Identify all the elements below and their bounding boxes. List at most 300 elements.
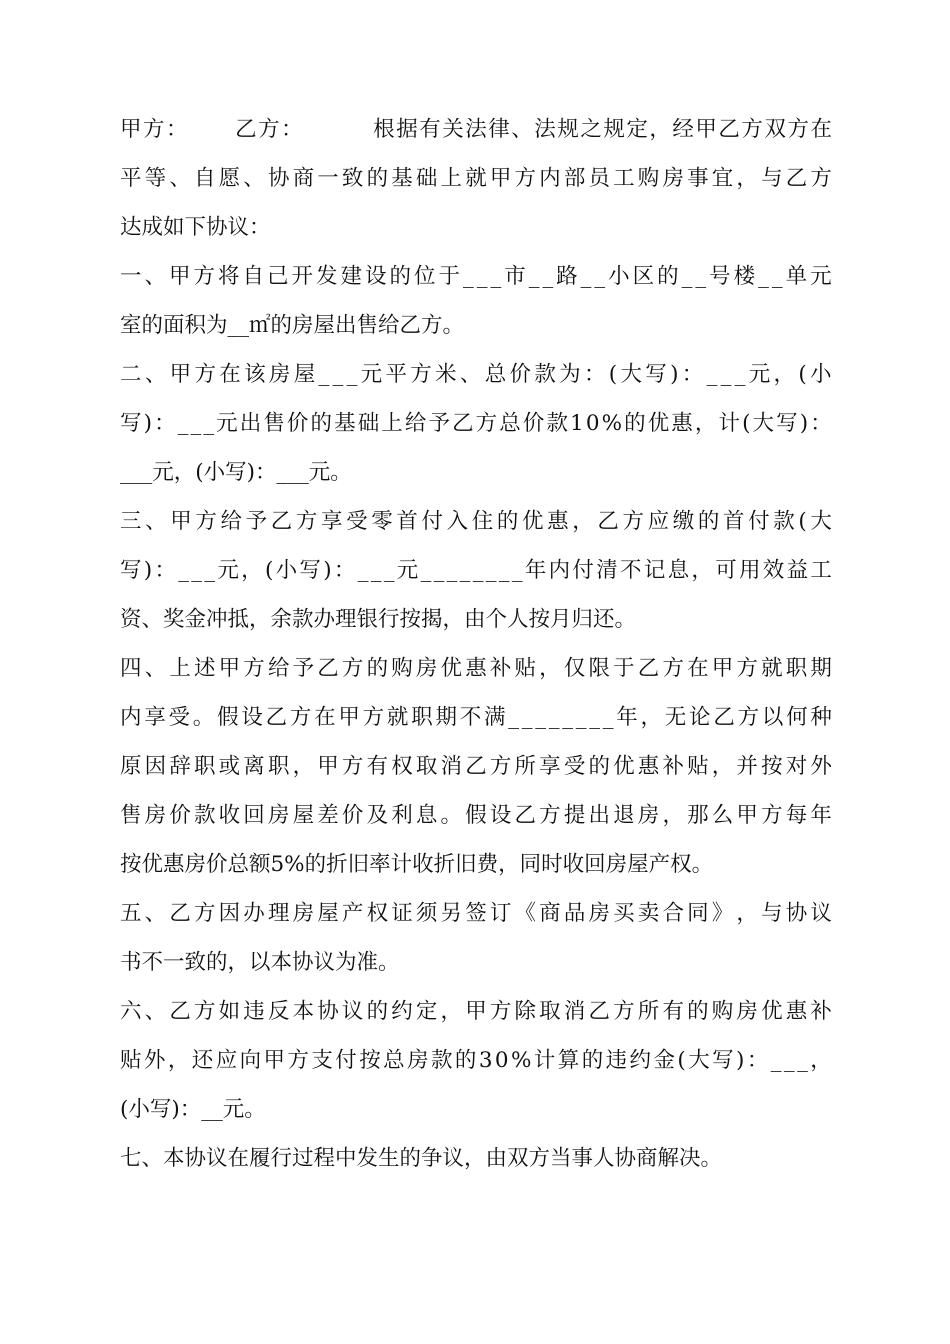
char: 员	[588, 166, 610, 191]
char: 就	[761, 656, 783, 681]
char: 假	[217, 705, 239, 730]
char: 优	[761, 999, 783, 1024]
char: 补	[810, 999, 832, 1024]
clause-3-line	[120, 497, 832, 546]
char: 方	[143, 117, 165, 142]
char: _	[706, 362, 718, 387]
text-line	[120, 1036, 832, 1085]
char: 零	[371, 509, 393, 534]
char: 房	[292, 901, 315, 926]
char: _	[472, 558, 484, 583]
char: 写	[776, 411, 798, 436]
char: 那	[687, 803, 709, 828]
char: 须	[415, 901, 438, 926]
char: 就	[465, 166, 487, 191]
char: 可	[715, 558, 737, 583]
char: ：	[583, 362, 606, 387]
char: 另	[440, 901, 463, 926]
char: 元	[216, 411, 238, 436]
char: 种	[810, 705, 832, 730]
char: 付	[421, 509, 444, 534]
char: 大	[688, 1048, 710, 1073]
char: 屋	[293, 362, 316, 387]
char: 每	[785, 803, 808, 828]
char: _	[528, 264, 540, 289]
char	[327, 105, 349, 154]
char: 贴	[514, 656, 537, 681]
char: 乙	[637, 656, 660, 681]
char: 总	[383, 1048, 405, 1073]
char: _	[783, 1048, 795, 1073]
char: 设	[489, 803, 512, 828]
char: 己	[267, 264, 289, 289]
char: 的	[310, 411, 333, 436]
char: 乙	[597, 509, 619, 534]
char: 消	[563, 999, 586, 1024]
char: 因	[218, 901, 241, 926]
char: 础	[415, 166, 438, 191]
char: 方	[193, 999, 216, 1024]
char: 工	[810, 558, 832, 583]
char: 提	[563, 803, 586, 828]
char: 房	[662, 166, 684, 191]
char: 元	[360, 362, 383, 387]
char: 假	[465, 803, 487, 828]
char: 的	[366, 656, 389, 681]
char: 款	[534, 362, 556, 387]
char: _	[346, 362, 358, 387]
char: 理	[267, 901, 290, 926]
char: 乙	[465, 754, 487, 779]
char: 付	[335, 1048, 357, 1073]
char: 期	[435, 705, 457, 730]
char: 甲	[169, 362, 192, 387]
char: 0	[494, 1048, 509, 1073]
char: 利	[391, 803, 413, 828]
char: _	[770, 1048, 782, 1073]
char: 有	[662, 999, 684, 1024]
char: 规	[603, 117, 625, 142]
char: 一	[317, 166, 339, 191]
char: 二	[120, 362, 142, 387]
char: 效	[762, 558, 785, 583]
char: 原	[120, 754, 142, 779]
char: 应	[215, 1048, 238, 1073]
char: 甲	[736, 803, 758, 828]
char: 息	[667, 558, 690, 583]
char: 约	[391, 999, 413, 1024]
char: _	[332, 362, 344, 387]
clause-1-line	[120, 252, 832, 301]
char: 法	[534, 117, 556, 142]
line-text: 资、奖金冲抵，余款办理银行按揭，由个人按月归还。	[120, 607, 637, 632]
char: 3	[478, 1048, 493, 1073]
char: 首	[723, 509, 745, 534]
char: 同	[687, 901, 709, 926]
char: 补	[489, 656, 512, 681]
char: 在	[810, 117, 832, 142]
char: 述	[193, 656, 216, 681]
char: 订	[489, 901, 512, 926]
line-text: 达成如下协议：	[120, 215, 271, 240]
char: 四	[120, 656, 142, 681]
char: 入	[446, 509, 469, 534]
char: 于	[438, 264, 461, 289]
agreement-body	[120, 105, 832, 1183]
char: 出	[588, 803, 610, 828]
char: 甲	[218, 656, 241, 681]
char: 签	[465, 901, 487, 926]
char: 回	[243, 803, 265, 828]
char: 方	[289, 705, 312, 730]
char: _	[797, 1048, 808, 1073]
char: 工	[613, 166, 635, 191]
char: 予	[292, 656, 315, 681]
char: 方	[514, 166, 537, 191]
char: 方	[362, 705, 385, 730]
char: 0	[585, 411, 600, 436]
char: 单	[785, 264, 808, 289]
char: 反	[267, 999, 290, 1024]
char: 、	[144, 999, 167, 1024]
char: 的	[624, 411, 646, 436]
char: _	[190, 411, 202, 436]
char: 及	[366, 803, 389, 828]
char: 写	[120, 411, 142, 436]
char: 协	[785, 901, 808, 926]
char: 论	[689, 705, 711, 730]
char	[350, 105, 372, 154]
char: 总	[499, 411, 521, 436]
char: _	[420, 558, 432, 583]
char: 价	[286, 411, 309, 436]
char: 方	[662, 656, 684, 681]
char: 、	[243, 166, 265, 191]
char: 的	[366, 166, 389, 191]
char: )	[143, 411, 152, 436]
char: 小	[608, 264, 630, 289]
char: 卖	[637, 901, 660, 926]
char: 方	[258, 117, 280, 142]
char: 买	[613, 901, 635, 926]
line-text: ___元，(小写)：___元。	[120, 460, 352, 485]
char	[212, 105, 234, 154]
char: 据	[396, 117, 418, 142]
char: 取	[539, 999, 561, 1024]
char: ：	[281, 117, 303, 142]
clause-6-line	[120, 987, 832, 1036]
char: 住	[471, 509, 494, 534]
char: 售	[120, 803, 142, 828]
char: 甲	[338, 705, 360, 730]
text-line	[120, 742, 832, 791]
char: (	[742, 411, 751, 436]
char: 法	[465, 117, 487, 142]
char: 方	[287, 1048, 309, 1073]
char: 的	[389, 264, 412, 289]
char: 款	[193, 803, 216, 828]
line-text: 按优惠房价总额5%的折旧率计收折旧费，同时收回房屋产权。	[120, 852, 714, 877]
char: 享	[539, 754, 561, 779]
char: 合	[662, 901, 684, 926]
char: 区	[632, 264, 655, 289]
char: 方	[489, 999, 512, 1024]
char: 将	[218, 264, 240, 289]
char: 房	[267, 803, 290, 828]
char: 一	[120, 264, 142, 289]
char: 写	[645, 362, 667, 387]
char: 屋	[292, 803, 315, 828]
line-text: 七、本协议在履行过程中发生的争议，由双方当事人协商解决。	[120, 1146, 723, 1171]
char: 、	[144, 901, 167, 926]
char: ，	[691, 558, 713, 583]
char: ，	[662, 803, 684, 828]
char: _	[758, 264, 769, 289]
char: 算	[557, 1048, 580, 1073]
char: ，	[773, 362, 796, 387]
char: %	[601, 411, 623, 436]
char: 方	[810, 166, 832, 191]
clause-7-line	[120, 1134, 832, 1183]
char: 甲	[170, 509, 192, 534]
char	[189, 105, 211, 154]
char: 定	[626, 117, 648, 142]
char: 惠	[671, 411, 693, 436]
char: ，	[241, 558, 263, 583]
char: 乙	[265, 705, 288, 730]
char: 用	[739, 558, 761, 583]
char: 款	[546, 411, 568, 436]
char: 惠	[547, 509, 569, 534]
char: 事	[687, 166, 709, 191]
clause-2-line	[120, 350, 832, 399]
char: 差	[317, 803, 339, 828]
char: 享	[321, 509, 343, 534]
char: 的	[581, 1048, 604, 1073]
char: 贴	[120, 1048, 142, 1073]
char: 于	[613, 656, 635, 681]
char: 、	[144, 362, 167, 387]
char: _	[498, 558, 510, 583]
char: 不	[459, 705, 482, 730]
clause-5-line	[120, 889, 832, 938]
text-line	[120, 938, 832, 987]
char: 甲	[695, 117, 717, 142]
char: _	[511, 558, 523, 583]
char: 规	[557, 117, 579, 142]
char: ，	[539, 656, 561, 681]
char: 违	[605, 1048, 628, 1073]
char: 予	[245, 509, 268, 534]
char: 方	[787, 117, 809, 142]
char: _	[485, 558, 497, 583]
char: 内	[548, 558, 571, 583]
char: 就	[386, 705, 409, 730]
char: 补	[662, 754, 684, 779]
char: 年	[616, 705, 638, 730]
char: 为	[559, 362, 581, 387]
char: 。	[440, 803, 463, 828]
char: 乙	[514, 803, 537, 828]
char: 号	[709, 264, 731, 289]
char: ，	[440, 999, 463, 1024]
char: 购	[711, 999, 734, 1024]
char: 付	[748, 509, 770, 534]
char: 受	[168, 705, 191, 730]
char: 并	[736, 754, 758, 779]
char: 小	[810, 362, 832, 387]
char: _	[177, 411, 189, 436]
char: 方	[410, 362, 432, 387]
text-line	[120, 840, 832, 889]
char: 定	[415, 999, 438, 1024]
char: )	[143, 558, 153, 583]
char: 缴	[672, 509, 695, 534]
char: 与	[761, 166, 783, 191]
char: 乙	[235, 117, 257, 142]
char: ：	[746, 1048, 769, 1073]
char: 与	[761, 901, 783, 926]
char: 的	[687, 999, 709, 1024]
char: 如	[218, 999, 241, 1024]
char: 乙	[713, 705, 735, 730]
char: 乙	[317, 656, 339, 681]
char: 售	[263, 411, 285, 436]
char: _	[191, 558, 203, 583]
char: 限	[588, 656, 610, 681]
char: _	[734, 362, 746, 387]
char: 职	[267, 754, 290, 779]
char: 给	[267, 656, 290, 681]
char: 大	[810, 509, 832, 534]
char: 购	[637, 166, 660, 191]
char: 约	[629, 1048, 652, 1073]
char: 品	[563, 901, 586, 926]
char: 方	[761, 803, 783, 828]
char: 、	[459, 362, 482, 387]
char: _	[204, 558, 216, 583]
char: 违	[243, 999, 265, 1024]
char: 。	[192, 705, 215, 730]
char: 优	[440, 656, 463, 681]
char: 协	[267, 166, 290, 191]
char: 写	[299, 558, 321, 583]
char: ，	[572, 509, 594, 534]
char: 办	[243, 901, 265, 926]
text-line	[120, 399, 832, 448]
text-line	[120, 546, 832, 595]
char: 平	[385, 362, 407, 387]
char: 在	[687, 656, 709, 681]
char: 价	[169, 803, 191, 828]
char: _	[357, 558, 369, 583]
char: 方	[295, 509, 318, 534]
char: _	[383, 558, 395, 583]
char: 基	[334, 411, 356, 436]
char: 计	[718, 411, 740, 436]
char: )	[799, 411, 809, 436]
char: 么	[711, 803, 734, 828]
char: _	[681, 264, 693, 289]
char: 受	[346, 509, 368, 534]
char: 的	[366, 999, 389, 1024]
char: _	[463, 264, 474, 289]
char: 位	[414, 264, 436, 289]
char: 该	[244, 362, 266, 387]
char: 设	[365, 264, 387, 289]
char: (	[798, 362, 807, 387]
char: _	[446, 558, 458, 583]
char: _	[542, 264, 554, 289]
char: 五	[120, 901, 142, 926]
char: _	[575, 705, 587, 730]
char: 1	[570, 411, 584, 436]
char: 惠	[465, 656, 487, 681]
char: 首	[396, 509, 418, 534]
char: 乙	[169, 901, 191, 926]
char: 退	[613, 803, 635, 828]
char: 方	[737, 705, 760, 730]
char: 总	[484, 362, 507, 387]
char: )	[736, 1048, 745, 1073]
char: 大	[620, 362, 642, 387]
char: 愿	[218, 166, 241, 191]
char: %	[511, 1048, 532, 1073]
char: 取	[415, 754, 438, 779]
char: 款	[430, 1048, 453, 1073]
char: 外	[810, 754, 832, 779]
char: 三	[120, 509, 142, 534]
char: 年	[810, 803, 832, 828]
char: 价	[522, 411, 545, 436]
char: 优	[647, 411, 670, 436]
char: 协	[317, 999, 339, 1024]
char: 宜	[711, 166, 734, 191]
char	[304, 105, 326, 154]
char: 予	[428, 411, 450, 436]
char: 有	[419, 117, 441, 142]
char: 方	[195, 509, 217, 534]
char: 房	[144, 803, 167, 828]
char: 方	[193, 901, 216, 926]
char: 息	[415, 803, 438, 828]
char: 职	[411, 705, 433, 730]
char: _	[370, 558, 382, 583]
char: 甲	[120, 117, 142, 142]
char: 职	[193, 754, 216, 779]
char: 楼	[733, 264, 756, 289]
char: 》	[711, 901, 734, 926]
char: 的	[657, 264, 679, 289]
char: ，	[167, 1048, 190, 1073]
char: ：	[154, 558, 176, 583]
char: 所	[637, 999, 660, 1024]
char: 建	[340, 264, 363, 289]
char: _	[562, 705, 573, 730]
char: 上	[440, 166, 463, 191]
char: 在	[314, 705, 336, 730]
char: 商	[292, 166, 315, 191]
char: 甲	[465, 999, 487, 1024]
char: 辞	[169, 754, 191, 779]
char: 的	[697, 509, 720, 534]
line-text: (小写)：__元。	[120, 1097, 266, 1122]
char: _	[476, 264, 488, 289]
char: 仅	[563, 656, 586, 681]
char: 、	[169, 166, 191, 191]
text-line	[120, 105, 832, 154]
char: 乙	[785, 166, 808, 191]
